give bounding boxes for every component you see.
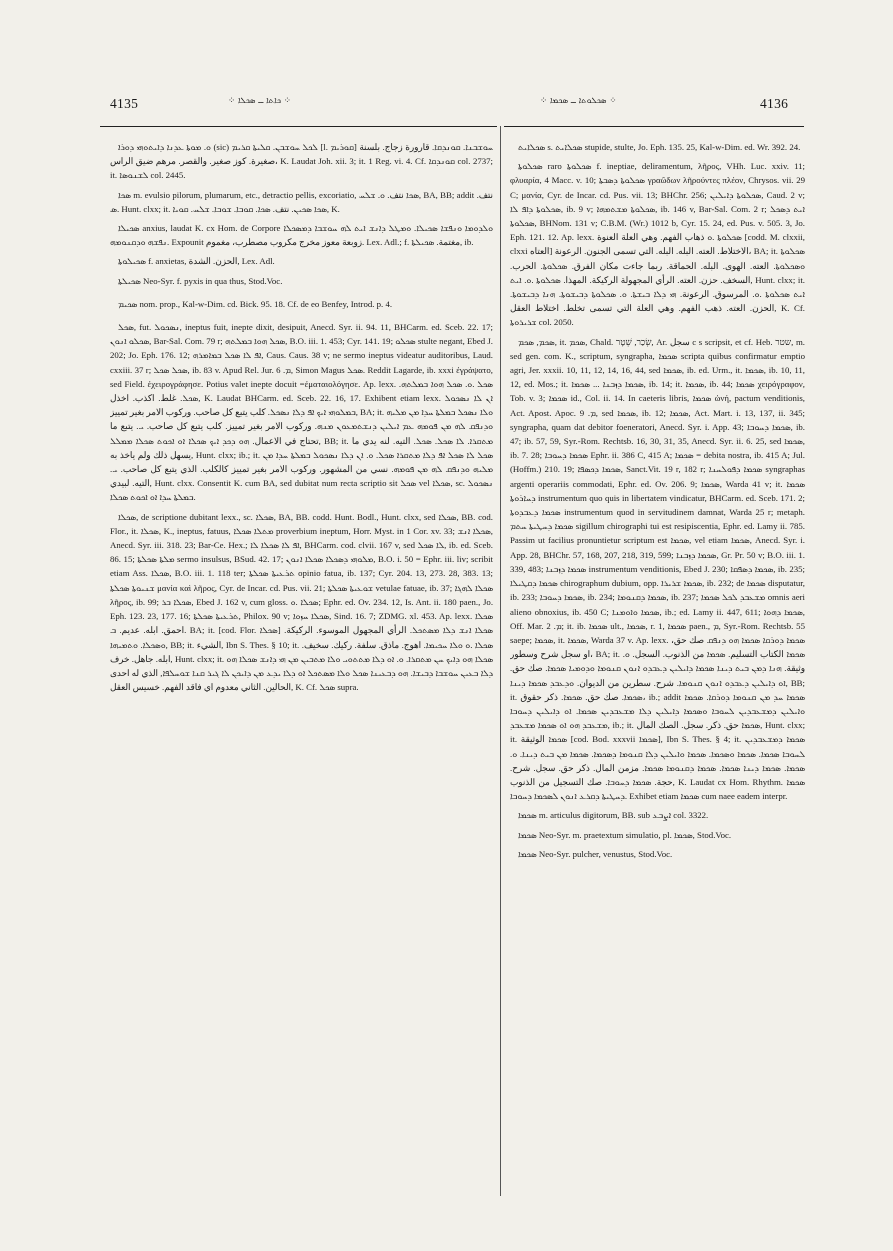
left-page-number: 4135 xyxy=(110,96,139,111)
dictionary-entry: ܣܟܡܐ m. articulus digitorum, BB. sub ܐܨܒܥ col. 3322. xyxy=(518,810,709,821)
dictionary-entry: ܣܟܝܠܘܬܐ f. anxietas, الحزن. الشدة, Lex. Adl. xyxy=(118,256,275,267)
column-divider xyxy=(500,126,501,1196)
dictionary-entry: ܣܟܐ m. evulsio pilorum, plumarum, etc., detractio pellis, excoriatio, ܣܟܐ نتف. ܘ. ܫܠܚ, BA, BB; addit نتف. ܣ. Hunt. clxx; it. ܣܟܐ ܣܟܝܢ. نتف. ܣܟܐ. ܩܘܒܐ. ܫܘܒܐ. ܫܠܚ. ܩܘܝܐ, K. xyxy=(110,189,493,214)
dictionary-entry: ܣܟܠ, fut. ܢܣܟܘܠ, ineptus fuit, inepte dixit, desipuit, Anecd. Syr. ii. 94. 11, BHCarm. ed. Sceb. 22. 17; ܣܟܠܘ ܐܢܘܢ, Bar-Sal. Com. 79 r; ܣܟܠ ܗܘܐ ܒܡܠܬܗ, B.O. iii. 1. 453; Cyr. 141. 19; ܣܟܠܘ stulte negant, Ebed J. 202; Jo. Eph. 176. 12; ܐܦ ܠܐ ܣܟܠ ܒܡܐܡܪܗ, Caus. Caus. 38 v; ne sermo ineptus videatur auditoribus, Laud. cxxiii. 37 r; ܣܟܠ ܣܟܠ, ib. 83 v. Apud Rel. Jur. ܡ. 6, Simon Magus ܣܟܠ. Reddit Lagarde, ib. xxxi ἐγράψατο, sed Field. ἐχειρογράφησε. Potius valet inepte docuit =ἐματαιολόγησε. Ap. lexx. ܣܟܠ .ܘ. ܣܟܠ ܗܘܐ ܒܡܠܬܗ. ܣܟܠ. غلط. اكذب. اخذل, K. Laudat BHCarm. ed. Sceb. 22. 16, 17. Exhibent etiam lexx. ܐܢ ܠܐ ܢܣܟܘܠ ܒܡܠܘܗܝ ܐܝܟ ܐܦ ܕܠܐ ܢܣܟܠ. كلب يتبع كل صاحب. وركوب الامر بغير تمييز, BA; it. ܘܠܐ ܢܣܟܠ ܒܡܠܬܐ ܚܕܐ ܡܢ ܡܠܝܗ ܘܕܢܦܩ ܠܗ ܡܢ ܦܘܡܗ ܥܡ ܐܝܠܝܢ ܕܢܫܬܡܥܘܢ ܡܢܗ. وركوب الامر بغير تمييز. كلب يتبع كل صاحب. ܝ. يتبع ما تحتاج في الاعمال. ܗܘ ܕܟܕ ܐܝܟ ܣܟܠܐ ܐܘ ܐܟܘܬ ܣܟܠܐ ܡܡܠܠ, BB; it. ܡܬܩܪܐ. ܠܐ ܣܟܠ. ܣܟܠ. التيه. لنه يدي ما يسهل ذلك ولم ياخذ به, Hunt. clxx; ib.; it. ܣܟܠ ܠܐ ܣܟܠ ܐܦ ܕܠܐ ܡܬܩܪܐ ܣܟܠ. ܘ. ܐܢ ܕܠܐ ܢܣܟܘܠ ܒܡܠܬܐ ܚܕܐ ܡܢ ܡܠܝܗ ܘܕܢܦܩ ܠܗ ܡܢ ܦܘܡܗ. نسي من المشهور. وركوب الامر بغير تمييز كالكلب. الذي يتبع كل صاحب. ܝ. التيه. لبيدي, Hunt. clxx. Consentit K. cum BA, sed dubitat num recta scriptio sit ܣܟܠ vel ܣܟܠܐ, sc. ܢܣܟܘܠ ܒܡܠܬܐ ܚܕܐ ܐܘ ܐܟܘܬ ܣܟܠܐ. xyxy=(110,322,493,503)
left-column xyxy=(110,140,493,1202)
right-column xyxy=(510,140,805,1202)
dictionary-entry: ܣܟܡܐ Neo-Syr. m. praetextum simulatio, pl. ܣܟܡܐ, Stod.Voc. xyxy=(518,829,732,840)
dictionary-entry: ܣܟܠܐܝܬ s. ܣܟܠܐܝܬ stupide, stulte, Jo. Eph. 135. 25, Kal-w-Dim. ed. Wr. 392. 24. xyxy=(518,142,801,152)
right-running-head: ⁘ ܣܟܠܘܬܐ ــ ܣܟܡܐ ⁘ xyxy=(540,96,617,106)
dictionary-entry: ܣܟܝܡ nom. prop., Kal-w-Dim. cd. Bick. 95. 18. Cf. de eo Benfey, Introd. p. 4. xyxy=(118,298,393,309)
dictionary-entry: ܘ. ܡܘܬܐ ܥܕܢܐ ܕܐܝܬܘܗܝ ܕܘܪܐ (sic) ܠܟܠ ܚܘܫܒܢ. ܩܠܝܬܐ ܩܪܝܡ [l. ܩܘܪܝܡ] ܚܘܫܒܢܐ. ܩܘܢܕܩܐ. قارورة زجاج. بلسنة صغيرة. كوز صغير. والقصر. مرهم ضيق الراس، K. Laudat Joh. xii. 3; it. 1 Reg. vi. 4. Cf. ܩܘܢܕܩܐ col. 2737; it. ܠܫܢܘܣܐ col. 2445. xyxy=(110,142,493,181)
header-rule-left xyxy=(100,126,497,127)
dictionary-entry: ܣܟܝܠܬܐ Neo-Syr. f. pyxis in qua thus, Stod.Voc. xyxy=(118,275,283,286)
dictionary-entry: ܣܟܡ, ܣܟܡ, it. ܣܟܡ, Chald. שְׂכַר, שְׁטָר, Ar. سجل c s scripsit, et cf. Heb. שטר, m. sed gen. com. K., scriptum, syngrapha, ܣܟܡܐ scripta quibus confirmatur emptio agri, Jer. xxxii. 10, 11, 12, 14, 16, 44, sed ܣܟܡܐ, ib. ed. Urm., it. ܣܟܡܐ, ib. 10, 11, 12, ed. Mos.; it. ܣܟܡܐ ܕܙܒܢܐ ... ܣܟܡܐ, ib. 14; it. ܣܟܡܐ, ib. 44; ܣܟܡܐ χειρόγραφον, Tob. v. 3; ܣܟܡܐ id., Col. ii. 14. In caeteris libris, ܣܟܡܐ ὠνή, pactum venditionis, Act. Apost. Apoc. ܡ. 9, sed ܣܟܡܐ, ib. 12; ܣܟܡܐ, Act. Mart. i. 13, 137, ii. 345; syngrapha, quam dat debitor foeneratori, Anecd. Syr. i. App. 43; ܣܟܡܐ ܕܚܘܒܐ, ib. 47; ib. 57, 59, Syr.-Rom. Rechtsb. 16, 30, 31, 35, Anecd. Syr. ii. 6. 25, sed ܣܟܡܐ, ib. 7. 28; ܣܟܡܐ ܕܚܘܒܐ Ephr. ii. 386 C, 415 A; ܣܟܡܐ = debita nostra, ib. 415 A; Jul. (Hoffm.) 210. 19; ܣܟܡܐ ܕܟܣܦܐ, Sanct.Vit. 19 r, 182 r; ܣܟܡܐ ܕܦܘܠܚܢܐ syngraphas argenti operariis commodati, Ephr. ed. Ov. 206. 9; ܣܟܡܐ, Warda 41 v; it. ܣܟܡܐ ܕܚܐܪܘܬܐ instrumentum quo quis in libertatem vindicatur, BHCarm. ed. Sceb. 171. 2; ܣܟܡܐ ܕܥܒܕܘܬܐ instrumentum quod in servitudinem damnat, Warda 25 r; metaph. ܣܟܡܐ ܕܚܛܝܬܐ ܚܬܡ sigillum chirographi tui est resipiscentia, Ephr. ed. Lamy ii. 785. Passim ut facilius pronuntietur scriptum est ܣܟܡܐ, vel etiam ܣܟܡܐ, Anecd. Syr. i. App. 28, BHChr. 57, 168, 207, 218, 319, 599; ܣܟܡܐ ܕܙܒܢܐ, Gr. Pr. 50 v; B.O. iii. 1. 339, 483; ܣܟܡܐ ܕܙܒܢܐ instrumentum venditionis, Ebed J. 230; ܣܟܡܐ ܕܣܦܩܐ, ib. 235; ܣܟܡܐ ܕܩܛܝܠܐ chirographum dubium, opp. ܣܟܡܐ ܫܪܝܪܐ, ib. 232; de ܣܟܡܐ disputatur, ib. 233; ܣܟܡܐ ܕܚܘܒܐ, ib. 234; ܣܟܡܐ ܕܩܢܘܡܐ, ib. 237; ܡܫܥܒܕ ܠܟܠ ܣܟܡܐ omnis aeri alieno obnoxius, ib. 450 C; ܣܟܡܐ ܘܐܘܡܢܐ, ib.; ed. Lamy ii. 447, 611; ܣܟܡܐ ܕܗܘܐ, Off. Mar. ܡ. 2; it. ib. ܣܟܡܐ ult., ܣܟܡܐ, r. 1, ܣܟܡܐ paen., ܡ, Syr.-Rom. Rechtsb. 55 saepe; ܣܟܡܐ, it. ܣܟܡܐ, Warda 37 v. Ap. lexx. ܣܟܡܐ ܕܘܪܩܐ ܣܟܡܐ ܗܘ ܕܢܦܩ صك حق، او سجل شرح وسطور، BA; it. ܣܟܡܐ الكتاب التسليم. ܣܟܡܐ من الذنوب. السجل. ܘ. وثيقة. ܗܢܐ ܕܡܢ ܒܝܬ ܕܝܢܐ ܣܟܡܐ ܕܐܝܠܝܢ ܕܥܒܕܘ ܐܢܘܢ ܩܢܘܡܐ ܘܕܘܡܝܐ ܣܟܡܐ. صك حق. ܐܘ ܕܐܝܠܝܢ ܕܥܒܕܘ ܐܢܘܢ ܩܢܘܡܐ. شرح. سطرين من الديوان. ܘܕܥܒܕ ܣܟܡܐ ܕܝܢܐ, BB; it. ܣܟܡܐ. صك حق. ܣܟܡܐ. ذكر حقوق، ib.; addit ܣܟܡܐ ܚܕ ܡܢ ܩܢܘܡܐ ܕܘܪܩܐ. ܣܟܡܐ ܘܐܝܠܝܢ ܕܡܫܥܒܕܝܢ ܠܚܘܒܐ ܘܣܟܡܐ ܕܐܝܠܝܢ ܕܠܐ ܡܫܥܒܕܝܢ ܣܟܡܐ. ܐܘ ܕܐܝܠܝܢ ܕܚܘܒܐ ܡܫܥܒܕ ܗܘ ܐܘ ܣܟܡܐ ܡܫܥܒܕ, ib.; it. ܣܟܡܐ حق. ذكر. سجل. الصك المال, Hunt. clxx; it. ܣܟܡܐ الوثيقة [cod. Bod. xxxvii ܣܟܡܐ], Ibn S. Thes. § 4; it. ܣܟܡܐ ܕܡܫܥܒܕܝܢ ܠܚܘܒܐ ܣܟܡܐ. ܣܟܡܐ ܘܣܟܡܐ. ܣܟܡܐ ܘܐܝܠܝܢ ܕܠܐ ܩܢܘܡܐ ܕܣܟܡܐ. ܣܟܡܐ ܡܢ ܒܝܬ ܕܝܢܐ. ܘ. ܣܟܡܐ. ܣܟܡܐ ܕܝܢܐ ܣܟܡܐ. ܣܟܡܐ ܕܩܢܘܡܐ ܣܟܡܐ. مزمن المال. ذكر حق. سجل. شرح. حجة. ܣܟܡܐ ܕܚܘܒܐ. صك التسجيل من الذنوب, K. Laudat cx Hom. Rhythm. ܣܟܡܐ ܕܚܛܝܬܐ ܕܩܪܥ ܐܢܘܢ ܠܣܟܡܐ ܕܚܘܒܐ. Exhibet etiam ܣܟܡܐ cum naee eadem interpr. xyxy=(510,336,805,802)
right-page-number: 4136 xyxy=(760,96,789,111)
dictionary-entry: ܣܟܠܐ, de scriptione dubitant lexx., sc. ܣܟܠܐ, BA, BB. codd. Hunt. Bodl., Hunt. clxx, sed ܣܟܠܐ, BB. cod. Flor., it. ܣܟܠܐ, K., ineptus, fatuus, ܡܬܠܐ ܣܟܠܐ proverbium ineptum, Horr. Myst. in 1 Cor. xv. 33; ܣܟܠܐ ܐܢܫ, Anecd. Syr. iii. 318. 23; Bar-Ce. Hex.; ܐܦ ܠܐ ܣܟܠܐ ܠܐ, BHCarm. cod. clvii. 167 v, sed ܠܐ ܣܟܠ, ib. ed. Sceb. 86. 15; ܡܠܬܐ ܣܟܠܬܐ sermo insulsus, BSud. 42. 17; ܡܠܘܗܝ ܕܣܟܠܐ ܣܟܠܐ ܐܢܘܢ, B.O. i. 50 = Ephr. iii. liv; scribit etiam Ass. ܣܟܠܐ, B.O. iii. 1. 118 ter; ܬܪܥܝܬܐ ܣܟܠܬܐ opinio fatua, ib. 137; Cyr. 204. 13, 273. 28, 383. 13; ܫܢܝܘܬܐ ܣܟܠܬܐ μανία καὶ λῆρος, Cyr. de Incar. cd. Pus. vii. 21; ܫܘܥܝܬܐ ܣܟܠܬܐ vetulae fatuae, ib. 37; ܣܟܠܐ ܠܗܓܐ λῆρος, ib. 99; ܣܟܠܐ ܒܪ, Ebed J. 162 v, cum gloss. ܣܟܠܐ .ܘ; Ephr. ed. Ov. 234. 12, Is. Ant. ii. 180 paen., Jo. Eph. 123. 23, 177. 16; ܬܪܥܝܬܐ ܣܟܠܬܐ, Philox. 90 v; ܣܟܠܐ ܚܙܘܐ, Sind. 16. 7; ZDMG. xl. 453. Ap. lexx. ܣܟܠܐ احمق. ابله. عديم. ܒ. BA; it. [cod. Flor. ܣܟܠܐ] ܣܟܠܐ ܐܢܫ ܕܠܐ ܡܣܬܟܠ. الرأي المجهول الموسوء. الركيكة. ܘܣܟܠܐ. ܘܬܡܝܗܐ, BB; it. الشيء, Ibn S. Thes. § 10; it. ܣܟܠܐ .ܘ ܘܠܐ ܚܟܝܡܐ. اهوج. ماذق. سلفة. ركيك. سخيف. ابله. جاهل. خرف, Hunt. clxx; it. ܣܟܠܐ ܗܘ ܕܐܝܟ ܚܢ ܡܬܩܪܐ. ܘ. ܐܘ ܕܠܐ ܡܬܬܘܝ ܘܠܐ ܡܬܒܝܢ ܡܢ ܗܝ ܕܐܢܫ ܣܟܠܐ ܗܘ ܕܠܐ ܒܥܝܢ ܚܘܫܒܐ ܕܒܝܫܐ. ܗܘ ܕܒܥܝܢܐ ܣܟܠ ܘܠܐ ܡܣܬܟܠ ܐܘ ܕܠܐ ܝܕܥ ܡܢ ܕܐܝܟܢ ܠܐ ܓܝܪ ܩܢܐ ܫܘܚܠܦܐ, الذي له احدى الحالين. الثاني معدوم اي فاقد الفهم. خسيس العقل, K. Cf. ܣܟܠ supra. xyxy=(110,511,493,693)
left-running-head: ⁘ ܟܐܬܐ ــ ܣܟܠܐ ⁘ xyxy=(228,96,291,106)
dictionary-entry: ܣܟܝܠܐ anxius, laudat K. cx Hom. de Corpore ܘܠܕܘܡܐ ܘܢܦܫܐ ܣܟܝܠܐ. ܘܡܛܠ ܕܐܢܫ ܐܝܬ ܠܗ ܚܘܫܒܐ ܕܡܣܟܠܐ ܢܦܫܗ ܘܕܩܢܘܡܗ. Expounit زوبعة معوز مخرج مكروب مصطرب، مغموم. Lex. Adl.; f. مغتمة. ܣܟܝܠܬܐ, ib. xyxy=(110,223,493,248)
dictionary-entry: ܣܟܠܘܬܐ raro ܣܟܠܘܬܐ f. ineptiae, deliramentum, λῆρος, VHh. Luc. xxiv. 11; φλυαρία, 4 Macc. v. 10; ܣܟܠܘܬܐ ܕܣܒܬܐ γραῶδων λῆρούντες πλέον, Chrysos. vii. 29 C; μανία, Cyr. de Incar. cd. Pus. vii. 13; BHChr. 256; ܣܟܠܘܬܐ ܕܐܝܠܝܢ, Caud. 2 v; ܣܟܠܘܬܐ ܕܐܦ ܠܐ, ib. 9 v; ܣܟܠܘܬܐ ܡܫܬܡܗܐ, ib. 146 v, Bar-Sal. Com. 2 r; ܐܝܬ ܕܣܟܠ ܣܟܠܘܬܐ, BHNom. 131 v; C.B.M. (Wr.) 1012 b, Cyr. 15. 24, ed. Pus. v. 505. 3, Jo. Eph. 121. 12. Ap. lexx. ܣܟܠܘܬܐ .ܘ ذهاب الفهم. وهي العلة العنوة [codd. M. clxxii, clxxi العتاه] الاختلاط. العته. البله. البله. التي تسمى الجنون. الرعونة، BA; it. ܣܟܠܘܬܐ ܘܣܟܠܘܬܐ. العته. الهوى. البله. الحماقة. ربما جاءت مكان الفرق. ܣܟܠܘܬܐ. الحرب. السخف. حزن. العته. الرأي المجهولة الركيكة. المهذا. ܣܟܠܘܬܐ .ܘ. ܐܝܬ, Hunt. clxx; it. ܐܝܬ ܣܟܠܘܬܐ .ܘ. المرسوق. الرعونة. ܗܝ ܕܠܐ ܒܝܫܬܐ. ܘ. ܣܟܠܘܬܐ ܕܒܝܫܘܬܐ. ܗܢܐ ܕܒܝܫܘܬܐ. الحزن. العته. ذهب الفهم. وهي العلة التي تسمى تخلط. اختلاط العقل, K. Cf. ܫܪܝܪܘܬܐ col. 2050. xyxy=(510,161,805,328)
dictionary-entry: ܣܟܡܐ Neo-Syr. pulcher, venustus, Stod.Voc. xyxy=(518,848,673,859)
header-rule-right xyxy=(504,126,804,127)
